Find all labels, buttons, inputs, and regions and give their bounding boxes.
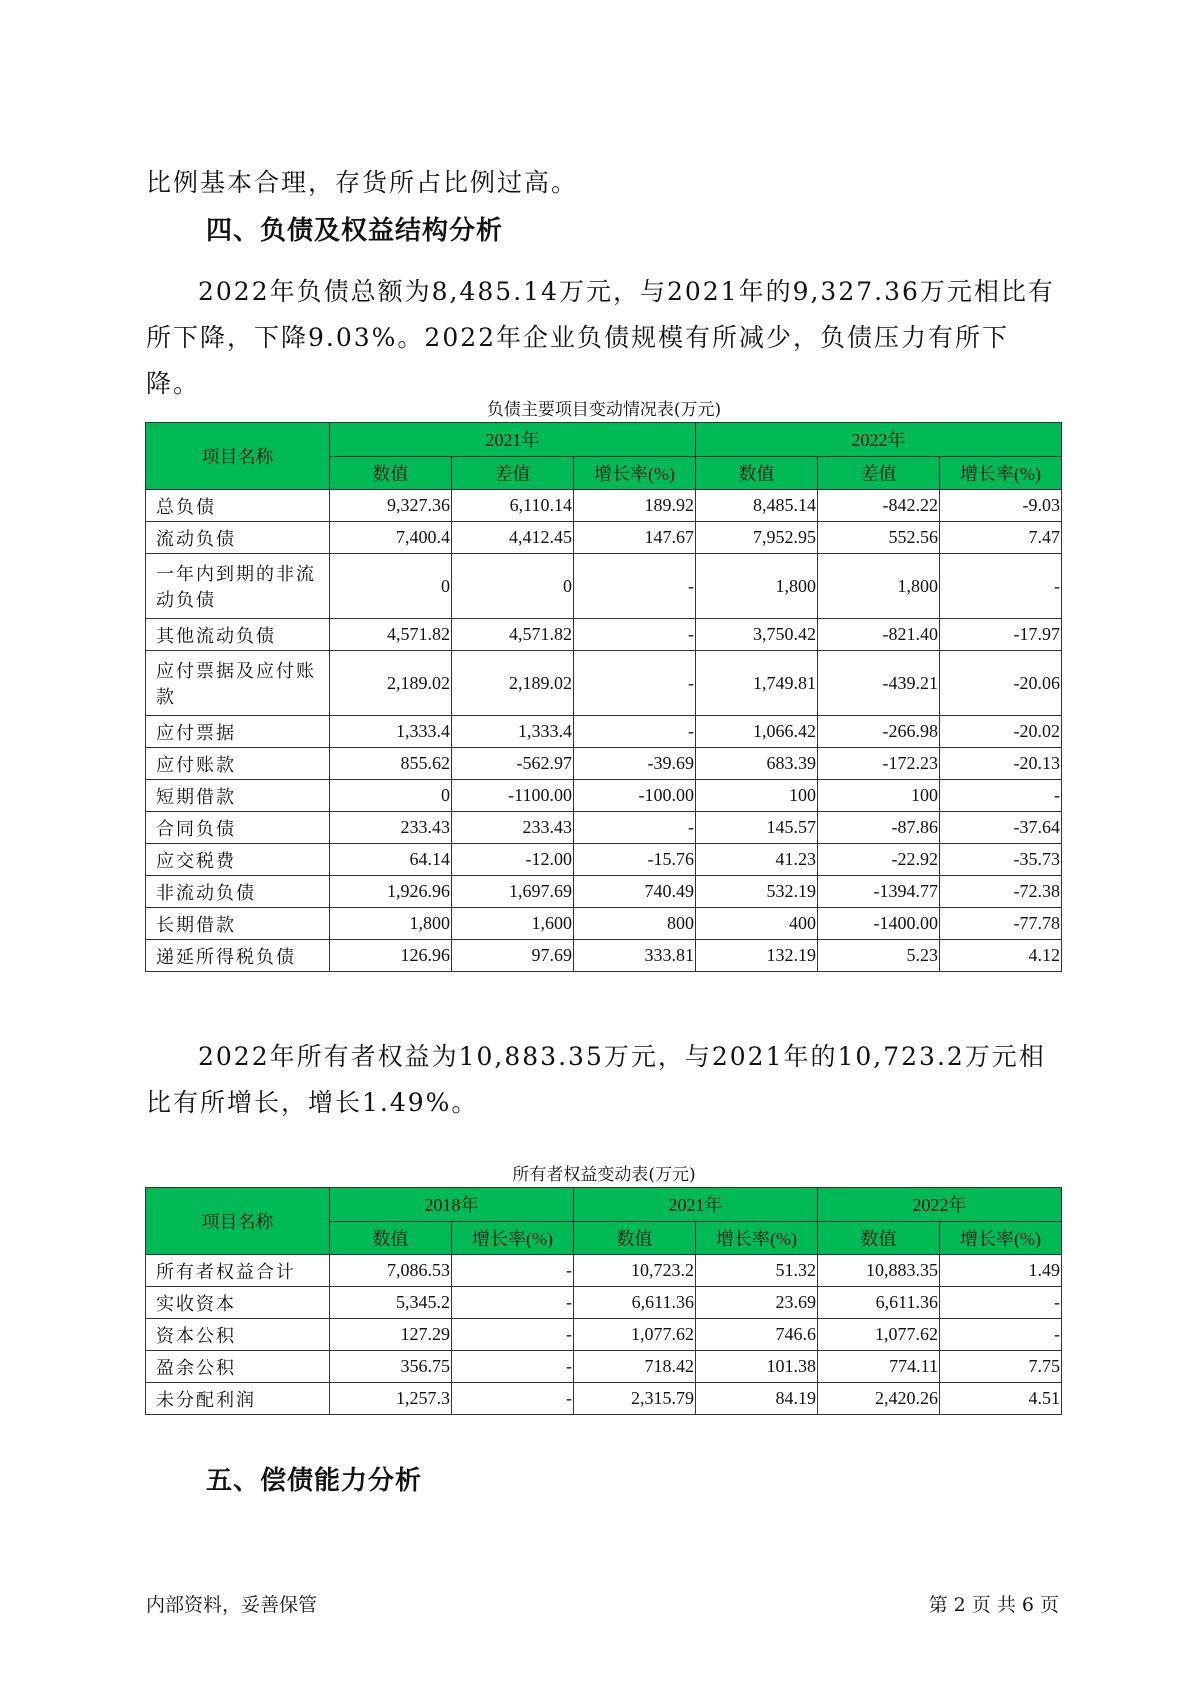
sub-header: 数值 xyxy=(696,456,818,490)
cell-value: 145.57 xyxy=(696,812,818,844)
col-item-header: 项目名称 xyxy=(146,423,330,490)
cell-value: 7,952.95 xyxy=(696,522,818,554)
footer-page-number: 第 2 页 共 6 页 xyxy=(928,1594,1059,1616)
cell-value: 64.14 xyxy=(330,844,452,876)
cell-value: 4.51 xyxy=(940,1383,1062,1415)
year-header: 2022年 xyxy=(696,423,1062,457)
cell-value: 6,611.36 xyxy=(574,1287,696,1319)
table-row xyxy=(146,1255,1062,1287)
cell-value: -9.03 xyxy=(940,490,1062,522)
cell-value: 0 xyxy=(330,554,452,619)
cell-value: 233.43 xyxy=(452,812,574,844)
cell-value: -37.64 xyxy=(940,812,1062,844)
cell-value: - xyxy=(940,1319,1062,1351)
table2-caption: 所有者权益变动表(万元) xyxy=(512,1165,696,1185)
cell-value: 100 xyxy=(818,780,940,812)
sub-header: 差值 xyxy=(452,456,574,490)
table-row xyxy=(146,748,1062,780)
cell-value: - xyxy=(452,1319,574,1351)
cell-value: 10,723.2 xyxy=(574,1255,696,1287)
cell-value: -72.38 xyxy=(940,876,1062,908)
sub-header: 增长率(%) xyxy=(940,456,1062,490)
cell-value: 7.75 xyxy=(940,1351,1062,1383)
cell-value: -20.13 xyxy=(940,748,1062,780)
cell-value: - xyxy=(452,1351,574,1383)
cell-value: 5,345.2 xyxy=(330,1287,452,1319)
cell-value: 1,749.81 xyxy=(696,651,818,716)
table-row xyxy=(146,522,1062,554)
cell-value: -12.00 xyxy=(452,844,574,876)
cell-value: -172.23 xyxy=(818,748,940,780)
cell-value: 740.49 xyxy=(574,876,696,908)
cell-value: -39.69 xyxy=(574,748,696,780)
cell-value: 683.39 xyxy=(696,748,818,780)
year-header: 2021年 xyxy=(574,1188,818,1222)
cell-value: 2,420.26 xyxy=(818,1383,940,1415)
sub-header: 增长率(%) xyxy=(940,1221,1062,1255)
table-row xyxy=(146,1319,1062,1351)
cell-value: 4.12 xyxy=(940,940,1062,972)
cell-value: 552.56 xyxy=(818,522,940,554)
row-label: 其他流动负债 xyxy=(146,619,330,651)
cell-value: -77.78 xyxy=(940,908,1062,940)
sub-header: 差值 xyxy=(818,456,940,490)
cell-value: 0 xyxy=(452,554,574,619)
cell-value: 1,333.4 xyxy=(452,716,574,748)
sub-header: 增长率(%) xyxy=(574,456,696,490)
cell-value: 9,327.36 xyxy=(330,490,452,522)
cell-value: 189.92 xyxy=(574,490,696,522)
cell-value: 1.49 xyxy=(940,1255,1062,1287)
table-row xyxy=(146,554,1062,619)
cell-value: - xyxy=(452,1255,574,1287)
table-row xyxy=(146,1383,1062,1415)
table-row xyxy=(146,490,1062,522)
year-header: 2021年 xyxy=(330,423,696,457)
section4-heading: 四、负债及权益结构分析 xyxy=(206,216,504,246)
table-row xyxy=(146,876,1062,908)
cell-value: - xyxy=(452,1287,574,1319)
sub-header: 数值 xyxy=(330,456,452,490)
table-row xyxy=(146,780,1062,812)
row-label: 长期借款 xyxy=(146,908,330,940)
section4-para1: 2022年负债总额为8,485.14万元，与2021年的9,327.36万元相比有所下降，下降9.03%。2022年企业负债规模有所减少，负债压力有所下降。 xyxy=(146,277,1055,398)
cell-value: 5.23 xyxy=(818,940,940,972)
cell-value: 7,086.53 xyxy=(330,1255,452,1287)
table-row xyxy=(146,716,1062,748)
cell-value: -100.00 xyxy=(574,780,696,812)
sub-header: 数值 xyxy=(574,1221,696,1255)
cell-value: 126.96 xyxy=(330,940,452,972)
intro-tail-text: 比例基本合理，存货所占比例过高。 xyxy=(146,168,579,197)
cell-value: 101.38 xyxy=(696,1351,818,1383)
table-row xyxy=(146,651,1062,716)
cell-value: -20.06 xyxy=(940,651,1062,716)
cell-value: -1394.77 xyxy=(818,876,940,908)
cell-value: -87.86 xyxy=(818,812,940,844)
cell-value: 233.43 xyxy=(330,812,452,844)
row-label: 资本公积 xyxy=(146,1319,330,1351)
cell-value: -20.02 xyxy=(940,716,1062,748)
cell-value: 8,485.14 xyxy=(696,490,818,522)
row-label: 非流动负债 xyxy=(146,876,330,908)
cell-value: 41.23 xyxy=(696,844,818,876)
cell-value: 10,883.35 xyxy=(818,1255,940,1287)
cell-value: 127.29 xyxy=(330,1319,452,1351)
cell-value: 51.32 xyxy=(696,1255,818,1287)
cell-value: 1,800 xyxy=(818,554,940,619)
cell-value: - xyxy=(574,716,696,748)
cell-value: 4,412.45 xyxy=(452,522,574,554)
cell-value: 2,315.79 xyxy=(574,1383,696,1415)
cell-value: 532.19 xyxy=(696,876,818,908)
cell-value: 1,800 xyxy=(330,908,452,940)
cell-value: - xyxy=(940,1287,1062,1319)
cell-value: 2,189.02 xyxy=(330,651,452,716)
cell-value: 100 xyxy=(696,780,818,812)
cell-value: 7,400.4 xyxy=(330,522,452,554)
cell-value: 1,697.69 xyxy=(452,876,574,908)
sub-header: 数值 xyxy=(330,1221,452,1255)
cell-value: 6,110.14 xyxy=(452,490,574,522)
cell-value: 1,077.62 xyxy=(818,1319,940,1351)
table-row xyxy=(146,619,1062,651)
section5-heading: 五、偿债能力分析 xyxy=(206,1466,423,1496)
table-row xyxy=(146,908,1062,940)
row-label: 递延所得税负债 xyxy=(146,940,330,972)
cell-value: -35.73 xyxy=(940,844,1062,876)
cell-value: -1100.00 xyxy=(452,780,574,812)
cell-value: -17.97 xyxy=(940,619,1062,651)
sub-header: 增长率(%) xyxy=(452,1221,574,1255)
table-row xyxy=(146,812,1062,844)
cell-value: - xyxy=(574,812,696,844)
cell-value: - xyxy=(452,1383,574,1415)
cell-value: -266.98 xyxy=(818,716,940,748)
cell-value: -562.97 xyxy=(452,748,574,780)
cell-value: - xyxy=(574,619,696,651)
cell-value: 4,571.82 xyxy=(330,619,452,651)
cell-value: 1,800 xyxy=(696,554,818,619)
sub-header: 数值 xyxy=(818,1221,940,1255)
cell-value: 356.75 xyxy=(330,1351,452,1383)
cell-value: -842.22 xyxy=(818,490,940,522)
cell-value: 3,750.42 xyxy=(696,619,818,651)
cell-value: 6,611.36 xyxy=(818,1287,940,1319)
cell-value: 7.47 xyxy=(940,522,1062,554)
row-label: 总负债 xyxy=(146,490,330,522)
cell-value: 84.19 xyxy=(696,1383,818,1415)
cell-value: 4,571.82 xyxy=(452,619,574,651)
cell-value: -439.21 xyxy=(818,651,940,716)
row-label: 应付票据 xyxy=(146,716,330,748)
cell-value: - xyxy=(574,651,696,716)
table-row xyxy=(146,1351,1062,1383)
row-label: 未分配利润 xyxy=(146,1383,330,1415)
cell-value: 718.42 xyxy=(574,1351,696,1383)
cell-value: -821.40 xyxy=(818,619,940,651)
year-header: 2018年 xyxy=(330,1188,574,1222)
cell-value: - xyxy=(940,780,1062,812)
cell-value: 97.69 xyxy=(452,940,574,972)
cell-value: 400 xyxy=(696,908,818,940)
cell-value: 855.62 xyxy=(330,748,452,780)
cell-value: 774.11 xyxy=(818,1351,940,1383)
cell-value: -1400.00 xyxy=(818,908,940,940)
cell-value: 132.19 xyxy=(696,940,818,972)
row-label: 应付账款 xyxy=(146,748,330,780)
year-header: 2022年 xyxy=(818,1188,1062,1222)
cell-value: 2,189.02 xyxy=(452,651,574,716)
cell-value: - xyxy=(940,554,1062,619)
cell-value: 800 xyxy=(574,908,696,940)
cell-value: 0 xyxy=(330,780,452,812)
table-row xyxy=(146,940,1062,972)
cell-value: 147.67 xyxy=(574,522,696,554)
sub-header: 增长率(%) xyxy=(696,1221,818,1255)
cell-value: 1,077.62 xyxy=(574,1319,696,1351)
row-label: 所有者权益合计 xyxy=(146,1255,330,1287)
row-label: 合同负债 xyxy=(146,812,330,844)
cell-value: 1,333.4 xyxy=(330,716,452,748)
cell-value: 333.81 xyxy=(574,940,696,972)
section4-para2: 2022年所有者权益为10,883.35万元，与2021年的10,723.2万元相比有所增长，增长1.49%。 xyxy=(146,1042,1046,1117)
cell-value: 1,926.96 xyxy=(330,876,452,908)
row-label: 实收资本 xyxy=(146,1287,330,1319)
row-label: 短期借款 xyxy=(146,780,330,812)
table-row xyxy=(146,1287,1062,1319)
cell-value: - xyxy=(574,554,696,619)
table-row xyxy=(146,844,1062,876)
footer-confidential: 内部资料，妥善保管 xyxy=(146,1594,318,1616)
cell-value: 1,600 xyxy=(452,908,574,940)
table1-caption: 负债主要项目变动情况表(万元) xyxy=(486,400,722,420)
cell-value: 1,257.3 xyxy=(330,1383,452,1415)
cell-value: -15.76 xyxy=(574,844,696,876)
cell-value: 23.69 xyxy=(696,1287,818,1319)
row-label: 应交税费 xyxy=(146,844,330,876)
row-label: 盈余公积 xyxy=(146,1351,330,1383)
cell-value: 746.6 xyxy=(696,1319,818,1351)
col-item-header: 项目名称 xyxy=(146,1188,330,1255)
equity-table xyxy=(145,1187,1062,1415)
row-label: 应付票据及应付账款 xyxy=(146,651,330,716)
liabilities-table xyxy=(145,422,1062,972)
cell-value: -22.92 xyxy=(818,844,940,876)
row-label: 流动负债 xyxy=(146,522,330,554)
row-label: 一年内到期的非流动负债 xyxy=(146,554,330,619)
cell-value: 1,066.42 xyxy=(696,716,818,748)
